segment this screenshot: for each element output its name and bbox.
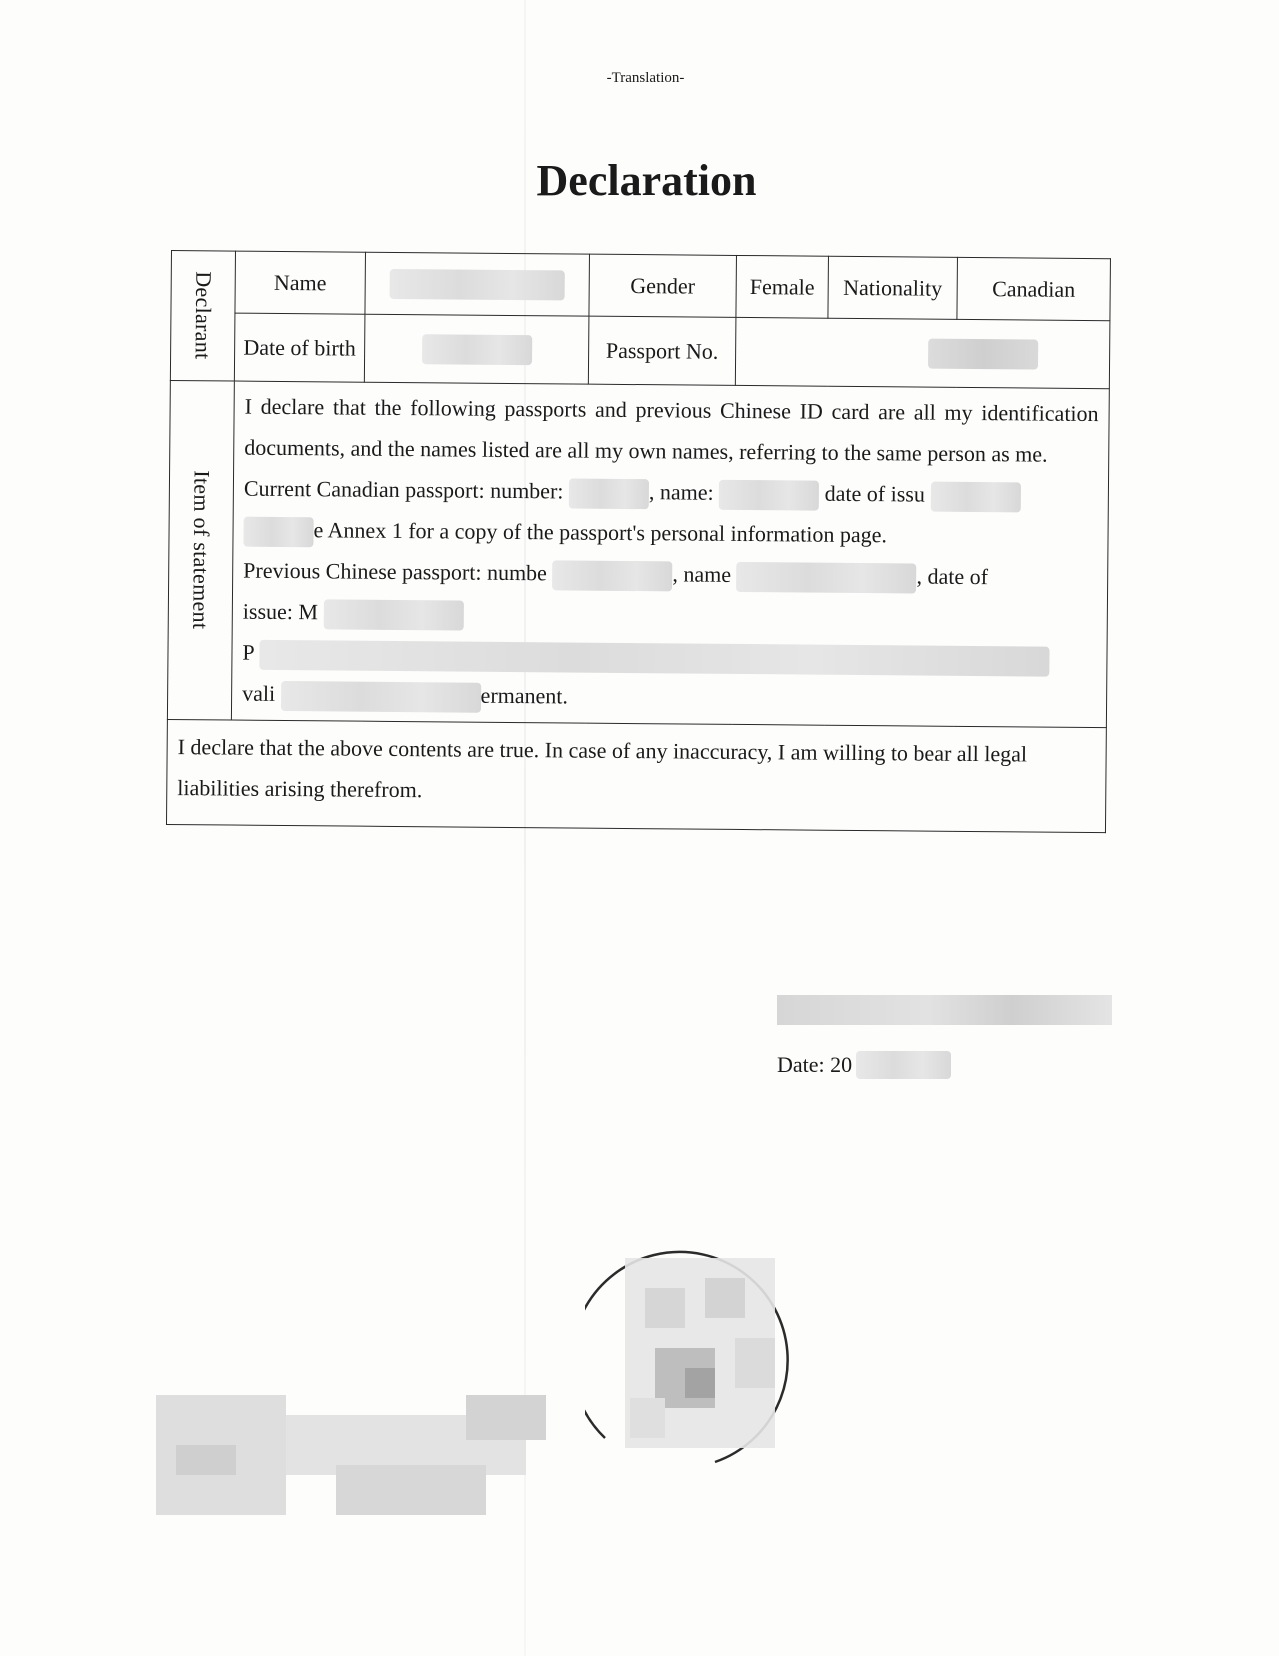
final-statement: I declare that the above contents are true. In case of any inaccuracy, I am willing to bear all legal liabilities arising therefrom. xyxy=(166,719,1106,832)
dob-value-redacted xyxy=(364,314,589,384)
seal-stamp-icon xyxy=(585,1238,817,1470)
declarant-label: Declarant xyxy=(170,251,235,382)
name-label: Name xyxy=(235,251,366,314)
signature-redacted-icon xyxy=(156,1395,556,1515)
id-card-line: P xyxy=(242,632,1096,680)
signature-block xyxy=(777,995,1117,1079)
gender-value: Female xyxy=(736,255,829,318)
statement-label: Item of statement xyxy=(167,380,234,720)
nationality-value: Canadian xyxy=(957,257,1111,320)
gender-label: Gender xyxy=(589,254,737,317)
dob-label: Date of birth xyxy=(234,313,365,382)
declaration-table xyxy=(166,250,1111,833)
page-title: Declaration xyxy=(536,156,757,205)
passport-value-redacted xyxy=(735,317,1110,388)
previous-issue-line: issue: M xyxy=(243,591,1097,639)
statement-intro: I declare that the following passports and previous Chinese ID card are all my identification documents, and the names listed are all my own names, referring to the same person as me. xyxy=(244,393,1099,467)
date-row xyxy=(777,1051,1117,1079)
date-label: Date: 20 xyxy=(777,1052,853,1077)
current-passport-line: Current Canadian passport: number: , name: date of issu xyxy=(244,468,1098,516)
translation-mark: -Translation- xyxy=(606,70,685,86)
name-value-redacted xyxy=(365,252,590,316)
annex-line: e Annex 1 for a copy of the passport's personal information page. xyxy=(243,509,1097,557)
statement-body xyxy=(231,381,1109,728)
previous-passport-line: Previous Chinese passport: numbe , name , date of xyxy=(243,550,1097,598)
nationality-label: Nationality xyxy=(828,256,958,319)
signer-name-redacted xyxy=(777,995,1112,1025)
passport-label: Passport No. xyxy=(588,316,736,385)
validity-line: vali ermanent. xyxy=(242,673,1096,721)
